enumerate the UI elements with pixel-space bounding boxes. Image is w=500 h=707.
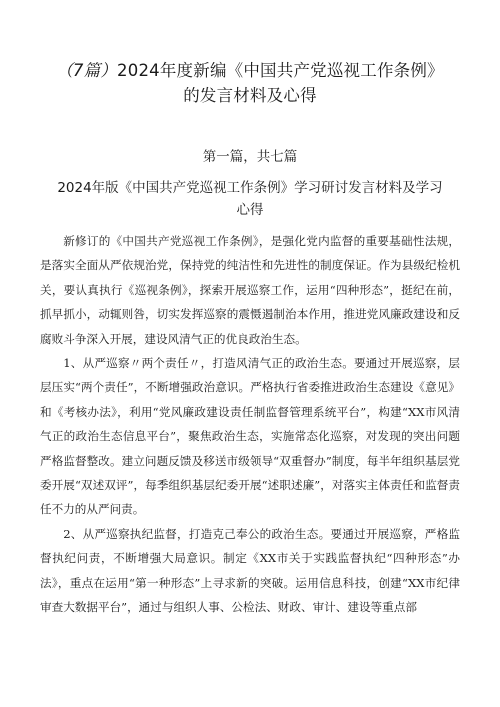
title-prefix: （7篇）: [56, 61, 118, 80]
document-body: [40, 229, 460, 620]
section-title-line-1: 2024年版《中国共产党巡视工作条例》学习研讨发言材料及学习: [57, 180, 443, 196]
section-number: 第一篇，共七篇: [202, 149, 298, 165]
title-line-2: 的发言材料及心得: [183, 86, 317, 105]
title-line-1: 2024年度新编《中国共产党巡视工作条例》: [117, 61, 444, 80]
section-title: [40, 177, 460, 221]
paragraph-point-2: 2、从严巡察执纪监督，打造克己奉公的政治生态。要通过开展巡察，严格监督执纪问责，不断增强大局意识。制定《XX市关于实践监督执纪“四种形态”办法》，重点在运用“第一种形态”上寻求新的突破。运用信息科技，创建“XX市纪律审查大数据平台”，通过与组织人事、公检法、财政、审计、建设等重点部: [40, 526, 460, 615]
paragraph-point-1: 1、从严巡察〃两个责任〃，打造风清气正的政治生态。要通过开展巡察，层层压实“两个责任”，不断增强政治意识。严格执行省委推进政治生态建设《意见》和《考核办法》，利用“党风廉政建设责任制监督管理系统平台”，构建“XX市风清气正的政治生态信息平台”，聚焦政治生态，实施常态化巡察，对发现的突出问题严格监督整改。建立问题反馈及移送市级领导“双重督办”制度，每半年组织基层党委开展“双述双评”，每季组织基层纪委开展“述职述廉”，对落实主体责任和监督责任不力的从严问责。: [40, 356, 460, 517]
document-title: [40, 58, 460, 108]
section-title-line-2: 心得: [236, 202, 264, 218]
paragraph-intro: 新修订的《中国共产党巡视工作条例》，是强化党内监督的重要基础性法规，是落实全面从严依规治党，保持党的纯洁性和先进性的制度保证。作为县级纪检机关，要认真执行《巡视条例》，探索开展巡察工作，运用“四种形态”，挺纪在前，抓早抓小，动辄则咎，切实发挥巡察的震慑遏制治本作用，推进党风廉政建设和反腐败斗争深入开展，建设风清气正的优良政治生态。: [40, 234, 460, 346]
